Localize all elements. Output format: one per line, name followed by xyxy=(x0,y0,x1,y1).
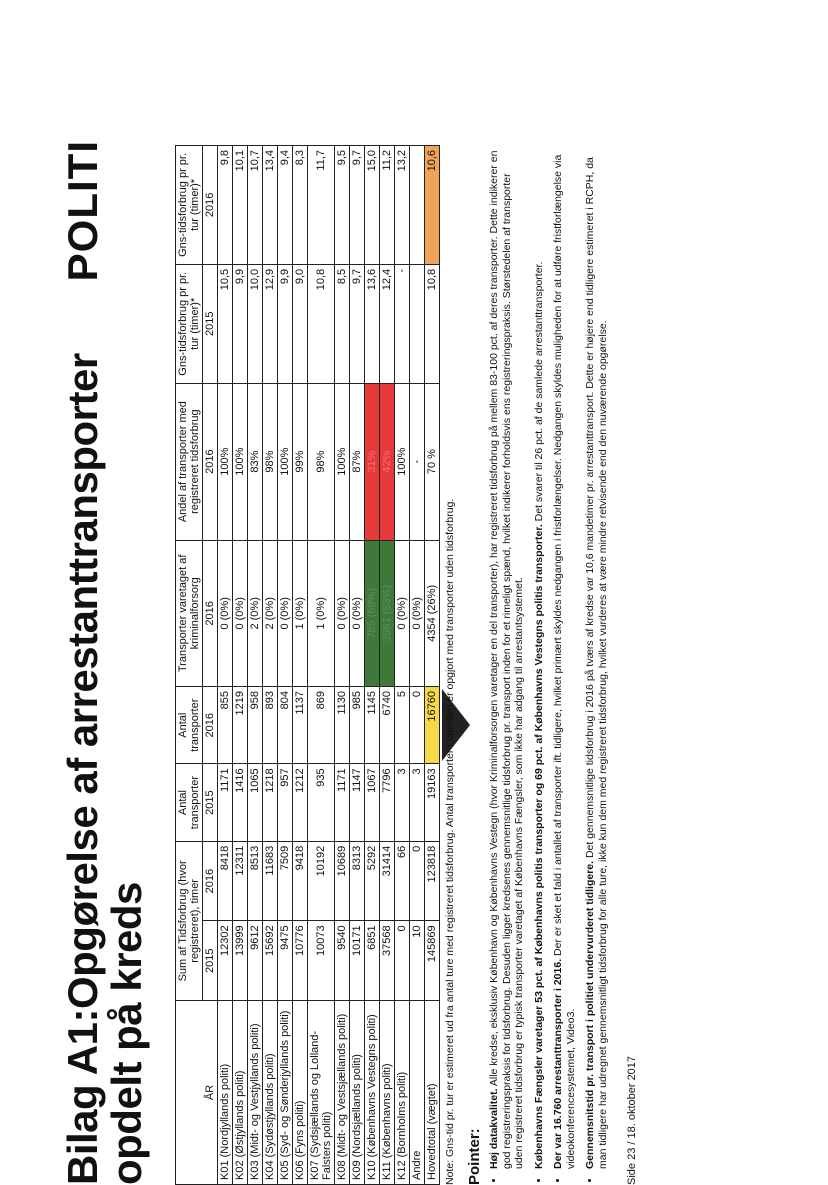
cell-s16: 7509 xyxy=(278,841,293,921)
cell-k: 0 (0%) xyxy=(233,540,248,686)
bullet-item xyxy=(533,149,546,1169)
cell-a15: 3 xyxy=(410,764,425,841)
cell-s15: 10073 xyxy=(308,921,335,1001)
table-row xyxy=(395,146,410,1185)
year-header-cell: 2016 xyxy=(203,146,218,265)
cell-g15: 13,6 xyxy=(365,264,380,383)
cell-g16: 10,6 xyxy=(425,146,440,265)
cell-k: 2 (0%) xyxy=(263,540,278,686)
cell-s16: 10689 xyxy=(335,841,350,921)
cell-g16: 8,3 xyxy=(293,146,308,265)
cell-a16: 804 xyxy=(278,687,293,764)
cell-andel: 42% xyxy=(380,383,395,540)
year-header-cell: 2016 xyxy=(203,383,218,540)
year-header-cell: 2016 xyxy=(203,687,218,764)
cell-andel: 99% xyxy=(293,383,308,540)
year-header-cell: 2016 xyxy=(203,540,218,686)
cell-g16: 10,1 xyxy=(233,146,248,265)
row-label: K10 (Københavns Vestegns politi) xyxy=(365,1001,380,1185)
row-label: Andre xyxy=(410,1001,425,1185)
cell-s16: 0 xyxy=(410,841,425,921)
row-label: K12 (Bornholms politi) xyxy=(395,1001,410,1185)
table-row xyxy=(350,146,365,1185)
cell-g15: 12,9 xyxy=(263,264,278,383)
rotated-content xyxy=(57,140,817,1185)
cell-k: 0 (0%) xyxy=(350,540,365,686)
table-row xyxy=(218,146,233,1185)
cell-k: 0 (0%) xyxy=(395,540,410,686)
cell-s15: 9540 xyxy=(335,921,350,1001)
cell-s16: 9418 xyxy=(293,841,308,921)
cell-g15: 9,7 xyxy=(350,264,365,383)
cell-a15: 957 xyxy=(278,764,293,841)
cell-andel: 31% xyxy=(365,383,380,540)
cell-g16: 11,2 xyxy=(380,146,395,265)
cell-a16: 1145 xyxy=(365,687,380,764)
page-footer: Side 23 / 18. oktober 2017 xyxy=(626,1055,638,1185)
cell-s16: 8313 xyxy=(350,841,365,921)
cell-s15: 12302 xyxy=(218,921,233,1001)
cell-andel: 70 % xyxy=(425,383,440,540)
cell-s16: 11683 xyxy=(263,841,278,921)
bullet-bold-text: Københavns Fængsler varetager 53 pct. af Københavns politis transporter og 69 pct. af Københavns Vestegns politis transporter. xyxy=(532,524,545,1169)
row-label: K07 (Sydsjællands og Lolland-Falsters politi) xyxy=(308,1001,335,1185)
row-label: K01 (Nordjyllands politi) xyxy=(218,1001,233,1185)
col-header-antal-2015: Antal transporter xyxy=(176,764,203,841)
cell-a16: 1130 xyxy=(335,687,350,764)
cell-a16: 869 xyxy=(308,687,335,764)
bullet-bold-text: Der var 16.760 arrestanttransporter i 2016. xyxy=(552,958,564,1169)
cell-s15: 9475 xyxy=(278,921,293,1001)
cell-g16: 9,7 xyxy=(350,146,365,265)
cell-g16: 9,4 xyxy=(278,146,293,265)
year-header-cell: 2015 xyxy=(203,764,218,841)
table-row xyxy=(335,146,350,1185)
table-note: Note: Gns-tid pr. tur er estimeret ud fra antal ture med registreret tidsforbrug. Antal transporter i tabellen er opgjort med transporter uden tidsforbrug. xyxy=(444,498,456,1185)
row-label: K11 (Københavns politi) xyxy=(380,1001,395,1185)
cell-a15: 3 xyxy=(395,764,410,841)
cell-g16 xyxy=(410,146,425,265)
row-label: K04 (Sydøstjyllands politi) xyxy=(263,1001,278,1185)
cell-a15: 1067 xyxy=(365,764,380,841)
cell-s15: 37568 xyxy=(380,921,395,1001)
row-label: K06 (Fyns politi) xyxy=(293,1001,308,1185)
cell-g15: 9,0 xyxy=(293,264,308,383)
bullet-item xyxy=(488,149,526,1169)
cell-a15: 935 xyxy=(308,764,335,841)
cell-g15 xyxy=(410,264,425,383)
bullet-list xyxy=(488,149,616,1185)
year-header-cell: 2015 xyxy=(203,264,218,383)
cell-s15: 145869 xyxy=(425,921,440,1001)
cell-s15: 15692 xyxy=(263,921,278,1001)
cell-a15: 1212 xyxy=(293,764,308,841)
cell-g15: 10,0 xyxy=(248,264,263,383)
col-header-kriminal: Transporter varetaget af kriminalforsorg xyxy=(176,540,203,686)
cell-s16: 31414 xyxy=(380,841,395,921)
cell-s16: 12311 xyxy=(233,841,248,921)
cell-g15: 10,8 xyxy=(308,264,335,383)
cell-andel: 100% xyxy=(278,383,293,540)
cell-g15: 12,4 xyxy=(380,264,395,383)
table-row xyxy=(410,146,425,1185)
cell-andel: 83% xyxy=(248,383,263,540)
cell-k: 1 (0%) xyxy=(308,540,335,686)
cell-a15: 1218 xyxy=(263,764,278,841)
table-row xyxy=(308,146,335,1185)
table-row xyxy=(248,146,263,1185)
page-header xyxy=(57,140,177,1185)
cell-andel: 100% xyxy=(233,383,248,540)
bullet-bold-text: Høj datakvalitet. xyxy=(488,1088,500,1169)
cell-s16: 5292 xyxy=(365,841,380,921)
row-label: K08 (Midt- og Vestsjællands politi) xyxy=(335,1001,350,1185)
cell-s16: 66 xyxy=(395,841,410,921)
year-header-cell: 2016 xyxy=(203,841,218,921)
col-header-gns-2015: Gns-tidsforbrug pr pr. tur (timer)* xyxy=(176,264,203,383)
cell-s16: 8418 xyxy=(218,841,233,921)
cell-a16: 1219 xyxy=(233,687,248,764)
row-label: Hovedtotal (vægtet) xyxy=(425,1001,440,1185)
cell-k: 0 (0%) xyxy=(278,540,293,686)
bullet-bold-text: Gennemsnitstid pr. transport i politiet undervurderet tidligere. xyxy=(584,860,596,1169)
table-row xyxy=(233,146,248,1185)
col-header-sum: Sum af Tidsforbrug (hvor registreret), timer xyxy=(176,841,203,1000)
cell-s16: 8513 xyxy=(248,841,263,921)
cell-g15: 9,9 xyxy=(233,264,248,383)
transport-table xyxy=(175,145,440,1185)
cell-k: 0 (0%) xyxy=(410,540,425,686)
cell-a16: 1137 xyxy=(293,687,308,764)
cell-a16: 5 xyxy=(395,687,410,764)
bullet-text: Alle kredse, eksklusiv København og Københavns Vestegn (hvor Kriminalforsorgen varetager en del transporter), har registreret tidsforbrug på mellem 83-100 pct. af deres transporter. Dette indikerer en god registreringspraksis for tidsforbrug. Desuden ligger kredsenes gennemsnitlige tidsforbrug pr. transport inden for et rimeligt spænd, hvilket indikerer forholdsvis ens registreringspraksis. Størstedelen af transporter uden registreret tidsforbrug er typisk transporter varetaget af Københavns Fængsler, som ikke har adgang til arrestantsystemet. xyxy=(488,150,525,1169)
cell-g15: 9,9 xyxy=(278,264,293,383)
cell-k: 0 (0%) xyxy=(335,540,350,686)
cell-a16: 0 xyxy=(410,687,425,764)
table-row xyxy=(293,146,308,1185)
row-label: K05 (Syd- og Sønderjyllands politi) xyxy=(278,1001,293,1185)
table-row xyxy=(365,146,380,1185)
cell-k: 0 (0%) xyxy=(218,540,233,686)
cell-a16: 893 xyxy=(263,687,278,764)
cell-g16: 9,5 xyxy=(335,146,350,265)
cell-andel: - xyxy=(410,383,425,540)
cell-andel: 100% xyxy=(395,383,410,540)
area-label: ÅR xyxy=(204,1084,216,1101)
cell-s15: 10171 xyxy=(350,921,365,1001)
cell-k: 1 (0%) xyxy=(293,540,308,686)
cell-s15: 10 xyxy=(410,921,425,1001)
bullet-text: Det svarer til 26 pct. af de samlede arrestanttransporter. xyxy=(532,261,545,525)
page-title: Bilag A1:Opgørelse af arrestanttransporter opdelt på kreds xyxy=(59,353,150,1185)
table-row xyxy=(380,146,395,1185)
cell-a16: 6740 xyxy=(380,687,395,764)
cell-g15: 10,8 xyxy=(425,264,440,383)
cell-g16: 13,4 xyxy=(263,146,278,265)
cell-g16: 11,7 xyxy=(308,146,335,265)
row-label: K09 (Nordsjællands politi) xyxy=(350,1001,365,1185)
cell-andel: 100% xyxy=(218,383,233,540)
cell-g15: 8,5 xyxy=(335,264,350,383)
cell-a15: 7796 xyxy=(380,764,395,841)
row-label: K02 (Østjyllands politi) xyxy=(233,1001,248,1185)
cell-a16: 985 xyxy=(350,687,365,764)
bullet-item xyxy=(552,149,577,1169)
row-label: K03 (Midt- og Vestjyllands politi) xyxy=(248,1001,263,1185)
cell-a15: 1171 xyxy=(335,764,350,841)
cell-andel: 100% xyxy=(335,383,350,540)
table-total-row xyxy=(425,146,440,1185)
cell-g16: 13,2 xyxy=(395,146,410,265)
cell-a16: 958 xyxy=(248,687,263,764)
cell-andel: 98% xyxy=(263,383,278,540)
cell-k: 2 (0%) xyxy=(248,540,263,686)
cell-s15: 10776 xyxy=(293,921,308,1001)
cell-a16: 855 xyxy=(218,687,233,764)
cell-k: 785 (69%) xyxy=(365,540,380,686)
cell-k: 4354 (26%) xyxy=(425,540,440,686)
col-header-area xyxy=(176,1001,218,1185)
cell-g15: 10,5 xyxy=(218,264,233,383)
cell-g15: - xyxy=(395,264,410,383)
cell-s15: 9612 xyxy=(248,921,263,1001)
col-header-antal-2016: Antal transporter xyxy=(176,687,203,764)
cell-a15: 1416 xyxy=(233,764,248,841)
table-header-row xyxy=(176,146,203,1185)
cell-a15: 19163 xyxy=(425,764,440,841)
cell-s15: 0 xyxy=(395,921,410,1001)
col-header-andel: Andel af transporter med registreret tidsforbrug xyxy=(176,383,203,540)
table-row xyxy=(278,146,293,1185)
cell-s16: 123818 xyxy=(425,841,440,921)
cell-g16: 15,0 xyxy=(365,146,380,265)
bullet-text: Der er sket et fald i antallet af transporter ift. tidligere, hvilket primært skyldes nedgangen i fristforlængelser. Nedgangen skyldes muligheden for at udføre fristforlængelse via videokonferencesystemet, Video3. xyxy=(552,154,577,1169)
table-row xyxy=(263,146,278,1185)
cell-s15: 13999 xyxy=(233,921,248,1001)
bullet-item xyxy=(584,149,609,1169)
cell-s16: 10192 xyxy=(308,841,335,921)
cell-g16: 9,8 xyxy=(218,146,233,265)
pointer-heading: Pointer: xyxy=(466,1128,483,1185)
cell-andel: 98% xyxy=(308,383,335,540)
bullet-text: Det gennemsnitlige tidsforbrug i 2016 på tværs af kredse var 10,6 mandetimer pr. arrestanttransport. Dette er højere end tidligere estimeret i RCPH, da man tidligere har udregnet gennemsnitligt tidsforbrug for alle ture, ikke kun dem med registreret tidsforbrug, hvilket vurderes at være mindre retvisende end den nuværende opgørelse. xyxy=(584,157,609,1169)
politi-logo: POLITI xyxy=(59,140,106,282)
cell-a15: 1171 xyxy=(218,764,233,841)
cell-k: 3561 (53%) xyxy=(380,540,395,686)
cell-andel: 87% xyxy=(350,383,365,540)
cell-a16: 16760 xyxy=(425,687,440,764)
cell-a15: 1147 xyxy=(350,764,365,841)
cell-s15: 6851 xyxy=(365,921,380,1001)
col-header-gns-2016: Gns-tidsforbrug pr pr. tur (timer)* xyxy=(176,146,203,265)
cell-g16: 10,7 xyxy=(248,146,263,265)
year-header-cell: 2015 xyxy=(203,921,218,1001)
cell-a15: 1065 xyxy=(248,764,263,841)
